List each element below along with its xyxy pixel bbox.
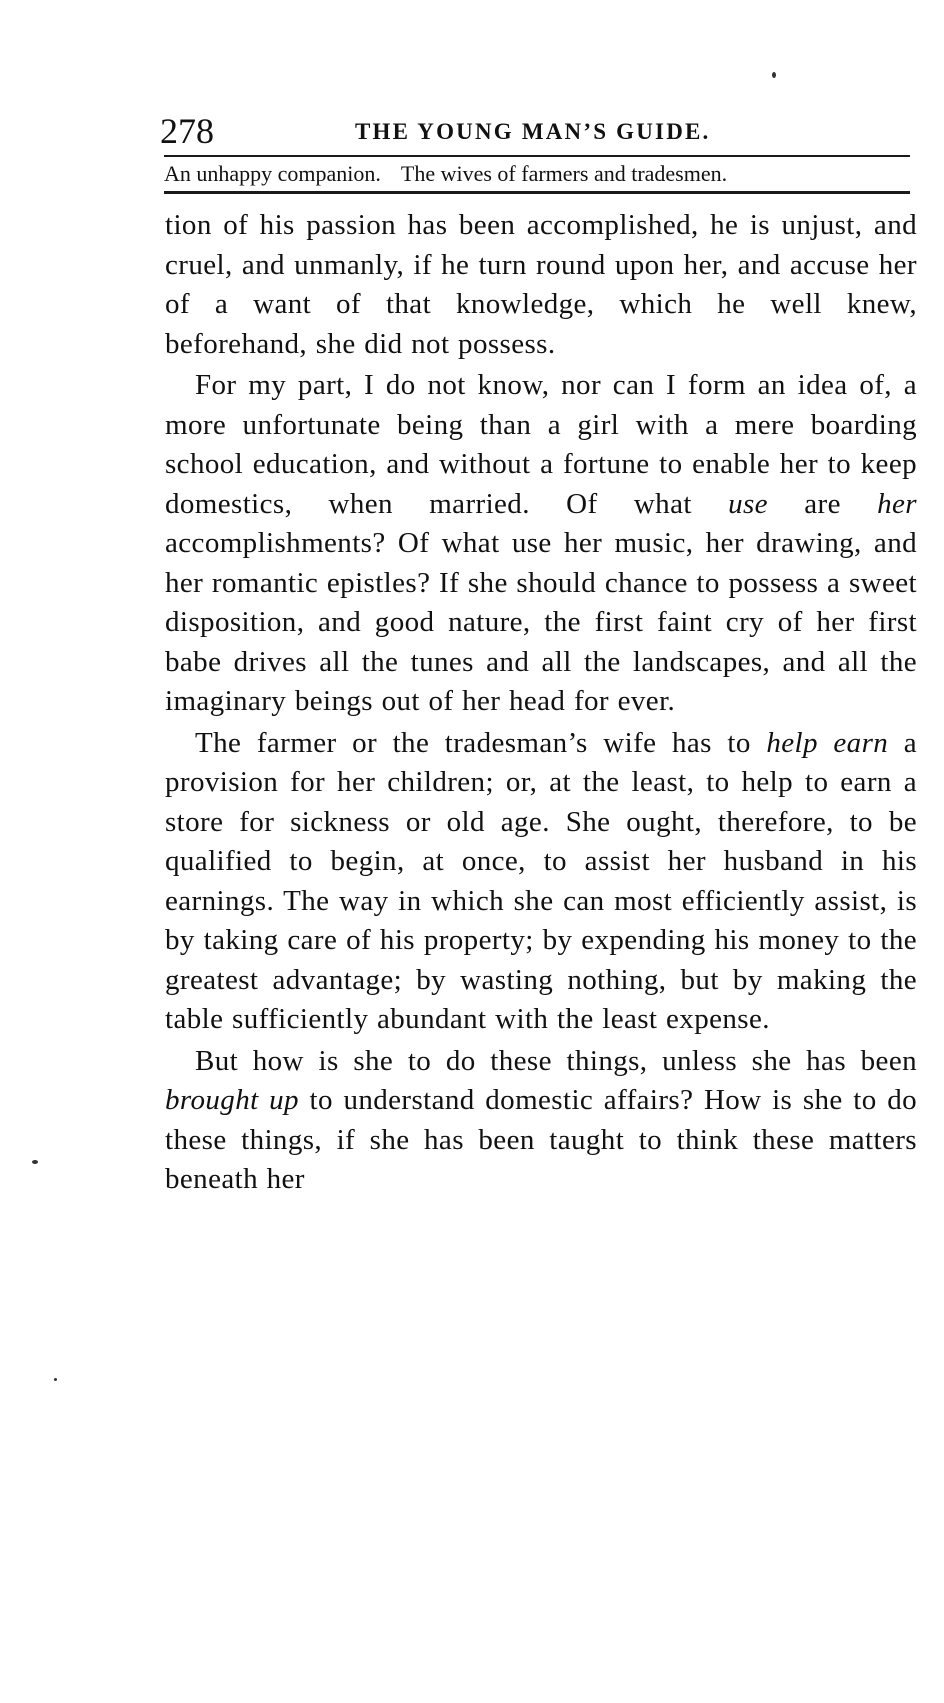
header-rule-top (164, 155, 910, 157)
paragraph-2-part-e: accomplishments? Of what use her music, her drawing, and her romantic epistles? If she should chance to possess a sweet disposition, and good nature, the first faint cry of her first babe drives all the tunes and all the landscapes, and all the imaginary beings out of her head for ever. (165, 527, 917, 717)
subtitle-left: An unhappy companion. (164, 161, 381, 186)
scan-speck (54, 1378, 57, 1381)
scan-speck (772, 72, 776, 78)
paragraph-3-part-c: a provision for her children; or, at the least, to help to earn a store for sickness or old age. She ought, therefore, to be qualified to begin, at once, to assist her husband in his earnings. The way in which she can most efficiently assist, is by taking care of his property; by expending his money to the greatest advantage; by wasting nothing, but by making the table sufficiently abundant with the least expense. (165, 726, 918, 1035)
paragraph-4-part-a: But how is she to do these things, unless she has been (195, 1044, 917, 1077)
emphasis-her: her (877, 487, 917, 520)
header-rule-bottom (164, 191, 910, 194)
paragraph-4 (165, 1042, 917, 1200)
emphasis-brought-up: brought up (165, 1084, 299, 1116)
emphasis-help-earn: help earn (766, 726, 889, 759)
page-body (165, 206, 917, 1202)
running-head (160, 108, 915, 154)
book-title: THE YOUNG MAN’S GUIDE. (355, 119, 711, 144)
page-number: 278 (160, 111, 214, 151)
paragraph-4-part-c: to understand domestic affairs? How is she to do these things, if she has been taught to think these matters beneath her (165, 1084, 917, 1195)
paragraph-3-part-a: The farmer or the tradesman’s wife has to (195, 726, 767, 759)
scan-speck (32, 1160, 38, 1164)
section-subtitle (164, 158, 914, 190)
paragraph-2-part-a: For my part, I do not know, nor can I form an idea of, a more unfortunate being than a girl with a mere boarding school education, and without a fortune to enable her to keep domestics, when married. Of what (165, 369, 917, 520)
paragraph-2-part-c: are (767, 487, 878, 520)
paragraph-3 (165, 724, 917, 1040)
paragraph-2 (165, 366, 917, 722)
paragraph-1: tion of his passion has been accomplished, he is unjust, and cruel, and unmanly, if he turn round upon her, and accuse her of a want of that knowledge, which he well knew, beforehand, she did not possess. (165, 209, 917, 360)
emphasis-use: use (728, 487, 768, 520)
subtitle-right: The wives of farmers and tradesmen. (400, 161, 728, 186)
